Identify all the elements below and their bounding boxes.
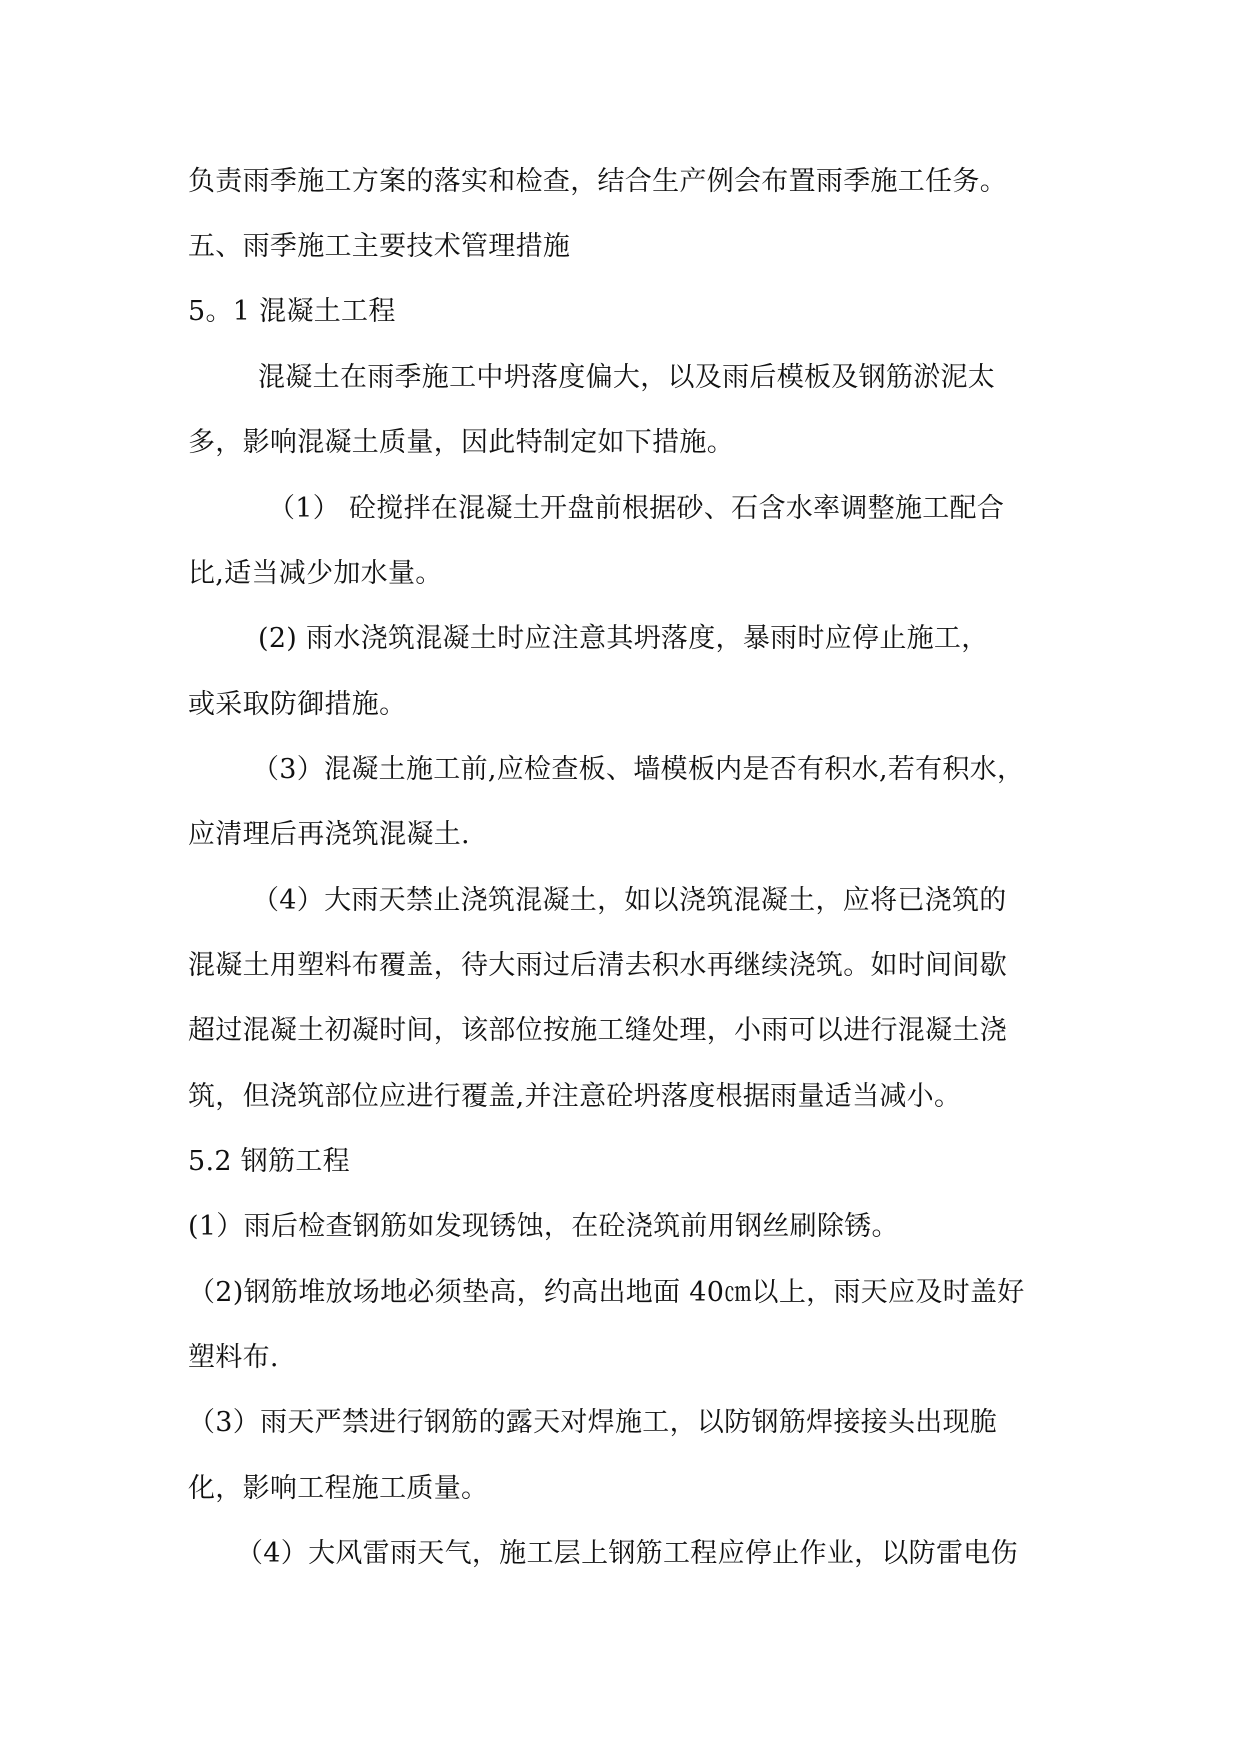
paragraph-line: 负责雨季施工方案的落实和检查，结合生产例会布置雨季施工任务。 (188, 166, 1007, 197)
list-item-line: （3）雨天严禁进行钢筋的露天对焊施工，以防钢筋焊接接头出现脆 (188, 1407, 998, 1438)
list-item-line: (2) 雨水浇筑混凝土时应注意其坍落度，暴雨时应停止施工， (258, 623, 989, 654)
list-item-line: (1）雨后检查钢筋如发现锈蚀，在砼浇筑前用钢丝刷除锈。 (188, 1211, 899, 1242)
paragraph-line: 多，影响混凝土质量，因此特制定如下措施。 (188, 427, 734, 458)
list-item-line: 筑，但浇筑部位应进行覆盖,并注意砼坍落度根据雨量适当减小。 (188, 1081, 962, 1112)
list-item-line: （4）大雨天禁止浇筑混凝土，如以浇筑混凝土，应将已浇筑的 (252, 885, 1007, 916)
list-item-line: 超过混凝土初凝时间，该部位按施工缝处理，小雨可以进行混凝土浇 (188, 1015, 1007, 1046)
list-item-line: （1） 砼搅拌在混凝土开盘前根据砂、石含水率调整施工配合 (268, 493, 1005, 524)
subsection-heading: 5。1 混凝土工程 (188, 296, 396, 327)
list-item-line: 或采取防御措施。 (188, 689, 407, 720)
paragraph-line: 混凝土在雨季施工中坍落度偏大，以及雨后模板及钢筋淤泥太 (258, 362, 996, 393)
section-heading: 五、雨季施工主要技术管理措施 (188, 231, 571, 262)
list-item-line: （4）大风雷雨天气，施工层上钢筋工程应停止作业，以防雷电伤 (236, 1538, 1018, 1569)
list-item-line: 化，影响工程施工质量。 (188, 1473, 489, 1504)
list-item-line: （3）混凝土施工前,应检查板、墙模板内是否有积水,若有积水， (252, 754, 1025, 785)
list-item-line: 比,适当减少加水量。 (188, 558, 443, 589)
list-item-line: 应清理后再浇筑混凝土. (188, 819, 470, 850)
list-item-line: 混凝土用塑料布覆盖，待大雨过后清去积水再继续浇筑。如时间间歇 (188, 950, 1007, 981)
list-item-line: （2)钢筋堆放场地必须垫高，约高出地面 40㎝以上，雨天应及时盖好 (188, 1277, 1025, 1308)
list-item-line: 塑料布. (188, 1342, 279, 1373)
subsection-heading: 5.2 钢筋工程 (188, 1146, 350, 1177)
